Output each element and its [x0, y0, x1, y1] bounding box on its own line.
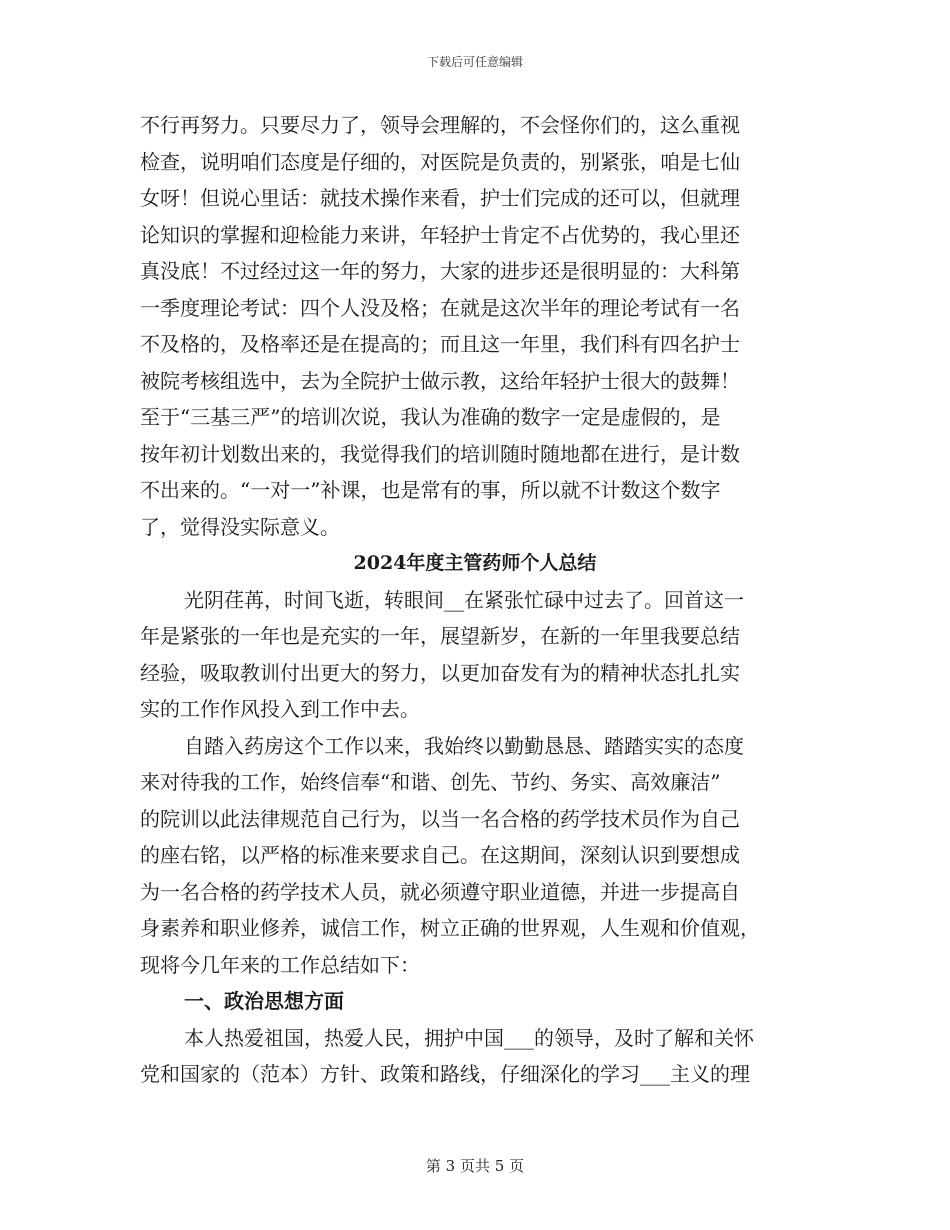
text-line: 被院考核组选中，去为全院护士做示教，这给年轻护士很大的鼓舞！: [140, 368, 740, 393]
text-line: 为一名合格的药学技术人员，就必须遵守职业道德，并进一步提高自: [140, 879, 740, 904]
text-line: 光阴荏苒，时间飞逝，转眼间__在紧张忙碌中过去了。回首这一: [184, 587, 744, 612]
section-title: 2024年度主管药师个人总结: [353, 552, 597, 574]
text-line: 本人热爱祖国，热爱人民，拥护中国___的领导，及时了解和关怀: [184, 1025, 754, 1050]
text-line: 身素养和职业修养，诚信工作，树立正确的世界观，人生观和价值观，: [140, 916, 760, 940]
text-line: 的座右铭，以严格的标准来要求自己。在这期间，深刻认识到要想成: [140, 843, 740, 867]
text-line: 的院训以此法律规范自己行为，以当一名合格的药学技术员作为自己: [140, 806, 740, 831]
document-body: [140, 107, 810, 1093]
page-footer: 第 3 页共 5 页: [425, 1157, 525, 1175]
text-line: 不行再努力。只要尽力了，领导会理解的，不会怪你们的，这么重视: [140, 113, 740, 137]
text-line: 不及格的，及格率还是在提高的；而且这一年里，我们科有四名护士: [140, 332, 740, 356]
text-line: 论知识的掌握和迎检能力来讲，年轻护士肯定不占优势的，我心里还: [140, 222, 740, 247]
text-line: 一季度理论考试：四个人没及格；在就是这次半年的理论考试有一名: [140, 295, 740, 320]
text-line: 来对待我的工作，始终信奉“和谐、创先、节约、务实、高效廉洁”: [140, 770, 721, 794]
text-line: 党和国家的（范本）方针、政策和路线，仔细深化的学习___主义的理: [140, 1062, 750, 1086]
subheading-political: 一、政治思想方面: [184, 989, 344, 1013]
text-line: 经验，吸取教训付出更大的努力，以更加奋发有为的精神状态扎扎实: [140, 660, 740, 685]
header-note: 下载后可任意编辑: [426, 55, 523, 69]
paragraph-political: [140, 1020, 810, 1093]
text-line: 不出来的。“一对一”补课，也是常有的事，所以就不计数这个数字: [140, 478, 721, 502]
text-line: 按年初计划数出来的，我觉得我们的培训随时随地都在进行，是计数: [140, 441, 740, 466]
text-line: 了，觉得没实际意义。: [140, 514, 340, 539]
text-line: 检查，说明咱们态度是仔细的，对医院是负责的，别紧张，咱是七仙: [140, 149, 740, 174]
text-line: 年是紧张的一年也是充实的一年，展望新岁，在新的一年里我要总结: [140, 624, 740, 648]
text-line: 真没底！不过经过这一年的努力，大家的进步还是很明显的：大科第: [140, 259, 740, 283]
paragraph-intro: [140, 582, 810, 728]
continued-paragraph: [140, 107, 810, 545]
text-line: 现将今几年来的工作总结如下：: [140, 952, 420, 977]
text-line: 女呀！但说心里话：就技术操作来看，护士们完成的还可以，但就理: [140, 186, 740, 210]
paragraph-work-attitude: [140, 728, 810, 984]
text-line: 至于“三基三严”的培训次说，我认为准确的数字一定是虚假的，是: [140, 405, 721, 429]
text-line: 自踏入药房这个工作以来，我始终以勤勤恳恳、踏踏实实的态度: [184, 733, 744, 758]
text-line: 实的工作作风投入到工作中去。: [140, 697, 420, 721]
